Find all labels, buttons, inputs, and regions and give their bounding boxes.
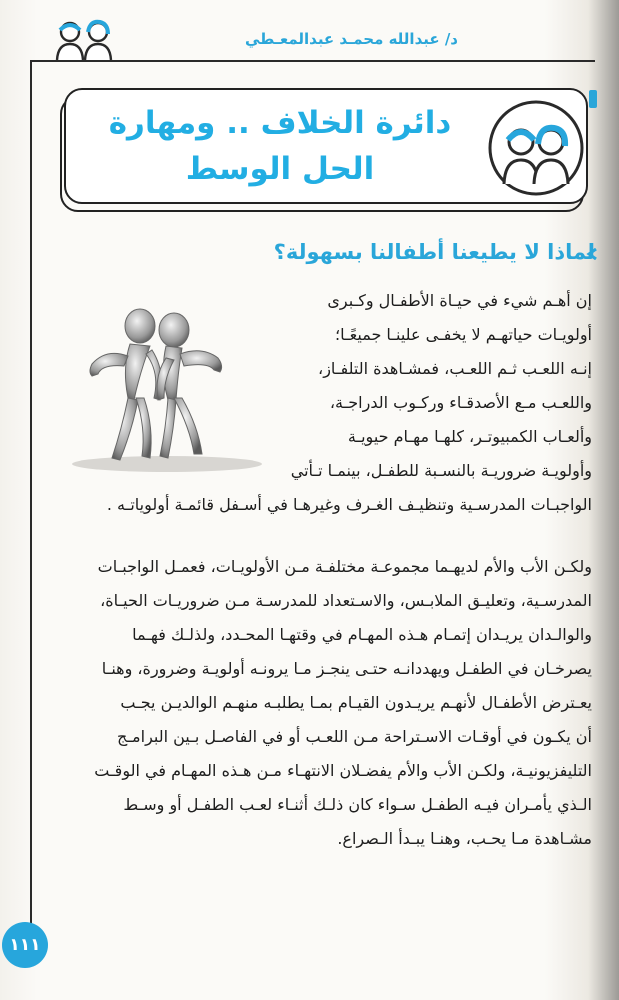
page-number: ١١١ <box>2 922 48 968</box>
paragraph-line: يصرخـان في الطفـل ويهددانـه حتـى ينجـز مـا يرونـه أولويـة وضرورة، وهنـا <box>101 659 592 678</box>
section-heading: لماذا لا يطيعنا أطفالنا بسهولة؟ <box>273 240 595 264</box>
paragraph-line: الواجبـات المدرسـية وتنظيـف الغـرف وغيرهـا في أسـفل قائمـة أولوياتـه . <box>106 495 592 514</box>
two-kids-icon <box>48 18 120 62</box>
paragraph-line: ولكـن الأب والأم لديهـما مجموعـة مختلفـة مـن الأولويـات، فعمـل الواجبـات <box>97 557 592 576</box>
chapter-title-line1: دائرة الخلاف .. ومهارة <box>108 105 452 141</box>
paragraph-line: والوالـدان يريـدان إتمـام هـذه المهـام في وقتهـا المحـدد، ولذلـك فهـما <box>132 625 592 644</box>
paragraph-line: الـذي يأمـران فيـه الطفـل سـواء كان ذلـك أثنـاء لعـب الطفـل أو وسـط <box>123 795 592 814</box>
paragraph-1 <box>270 284 592 488</box>
paragraph-line: إن أهـم شيء في حيـاة الأطفـال وكـبرى <box>327 291 592 310</box>
paragraph-line: أن يكـون في أوقـات الاسـتراحة مـن اللعـب أو في الفاصـل بـين البرامـج <box>117 727 592 746</box>
paragraph-line: إنـه اللعـب ثـم اللعـب، فمشـاهدة التلفـاز، <box>318 359 592 378</box>
paragraph-line: أولويـات حياتهـم لا يخفـى علينـا جميعًـا؛ <box>335 325 592 344</box>
author-name: د/ عبدالله محمـد عبدالمعـطي <box>244 30 458 48</box>
two-figures-illustration <box>62 288 267 473</box>
paragraph-line: التليفزيونيـة، ولكـن الأب والأم يفضـلان الانتهـاء مـن هـذه المهـام في الوقـت <box>94 761 592 780</box>
paragraph-line: واللعـب مـع الأصدقـاء وركـوب الدراجـة، <box>329 393 592 412</box>
paragraph-line: وأولويـة ضروريـة بالنسـبة للطفـل، بينمـا تـأتي <box>290 461 592 480</box>
two-kids-large-icon <box>488 100 584 196</box>
paragraph-line: يعـترض الأطفـال لأنهـم يريـدون القيـام بمـا يطلبـه منهـم الوالديـن يجـب <box>120 693 592 712</box>
chapter-tab-marker <box>589 90 597 108</box>
chapter-title-line2: الحل الوسط <box>185 151 375 187</box>
paragraph-1-end <box>40 488 592 522</box>
paragraph-line: مشـاهدة مـا يحـب، وهنـا يبـدأ الـصراع. <box>337 829 592 848</box>
paragraph-2 <box>40 550 592 856</box>
paragraph-line: وألعـاب الكمبيوتـر، كلهـا مهـام حيويـة <box>347 427 592 446</box>
paragraph-line: المدرسـية، وتعليـق الملابـس، والاسـتعداد للمدرسـة مـن ضروريـات الحيـاة، <box>100 591 592 610</box>
chapter-title <box>90 100 470 192</box>
margin-rule <box>30 60 32 940</box>
